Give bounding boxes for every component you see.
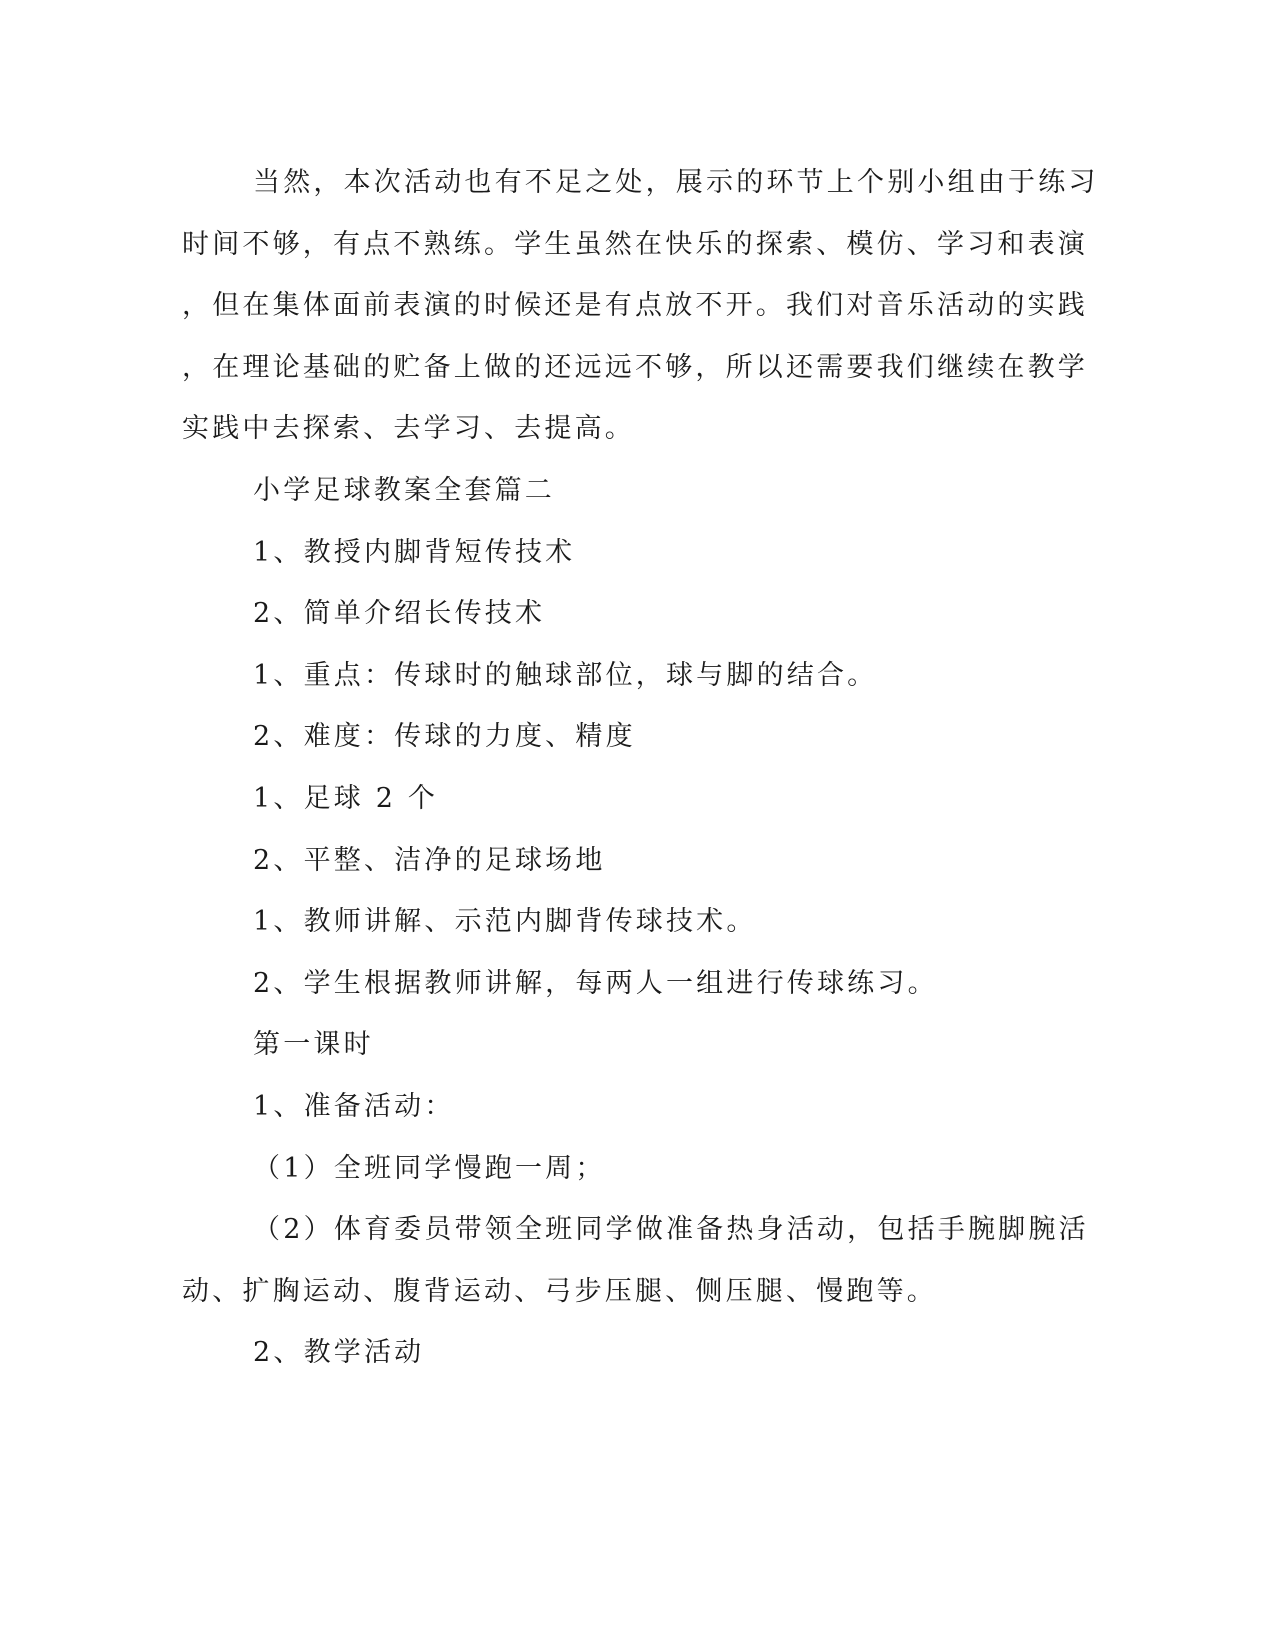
list-item: 1、教授内脚背短传技术 <box>253 536 576 568</box>
paragraph-line: ，在理论基础的贮备上做的还远远不够，所以还需要我们继续在教学 <box>182 351 1088 383</box>
list-item: 1、准备活动： <box>253 1090 455 1122</box>
section-heading: 小学足球教案全套篇二 <box>253 474 555 506</box>
list-item: 2、平整、洁净的足球场地 <box>253 844 606 876</box>
paragraph-line: 当然，本次活动也有不足之处，展示的环节上个别小组由于练习 <box>253 167 1099 198</box>
sub-list-item: （2）体育委员带领全班同学做准备热身活动，包括手腕脚腕活 <box>253 1214 1089 1246</box>
paragraph-line: ，但在集体面前表演的时候还是有点放不开。我们对音乐活动的实践 <box>182 290 1088 322</box>
paragraph-line: 动、扩胸运动、腹背运动、弓步压腿、侧压腿、慢跑等。 <box>182 1275 937 1307</box>
list-item: 2、难度：传球的力度、精度 <box>253 721 636 753</box>
list-item: 2、简单介绍长传技术 <box>253 598 546 630</box>
document-body <box>182 152 1099 1384</box>
list-item: 1、足球 2 个 <box>253 782 439 814</box>
lesson-heading: 第一课时 <box>253 1029 374 1061</box>
sub-list-item: （1）全班同学慢跑一周； <box>253 1152 606 1184</box>
list-item: 2、教学活动 <box>253 1337 425 1369</box>
list-item: 2、学生根据教师讲解，每两人一组进行传球练习。 <box>253 967 938 999</box>
paragraph-line: 时间不够，有点不熟练。学生虽然在快乐的探索、模仿、学习和表演 <box>182 228 1088 260</box>
list-item: 1、重点：传球时的触球部位，球与脚的结合。 <box>253 659 878 691</box>
list-item: 1、教师讲解、示范内脚背传球技术。 <box>253 906 757 938</box>
paragraph-line: 实践中去探索、去学习、去提高。 <box>182 413 635 445</box>
